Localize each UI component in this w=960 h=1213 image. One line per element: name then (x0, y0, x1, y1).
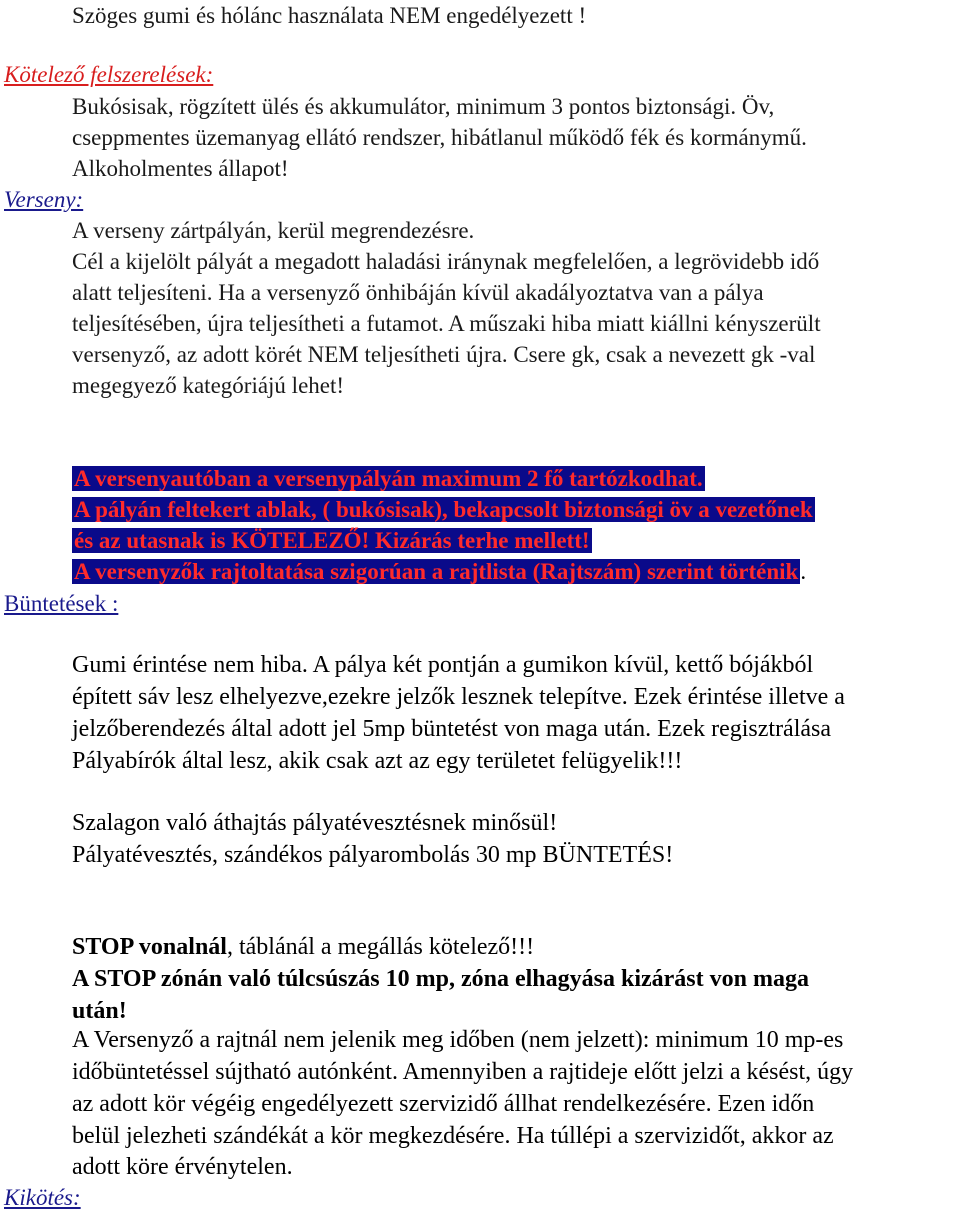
equipment-line-1: Bukósisak, rögzített ülés és akkumulátor, minimum 3 pontos biztonsági. Öv, (72, 94, 775, 119)
highlight-line-1 (72, 463, 705, 494)
race-line-1: A verseny zártpályán, kerül megrendezésre. (72, 218, 475, 243)
race-heading: Verseny: (4, 187, 84, 212)
highlight-line-2 (72, 494, 815, 525)
race-line-4: teljesítésében, újra teljesítheti a futamot. A műszaki hiba miatt kiállni kényszerült (72, 311, 821, 336)
stop-line (72, 932, 534, 963)
highlight-text-2: A pályán feltekert ablak, ( bukósisak), bekapcsolt biztonsági öv a vezetőnek (74, 497, 813, 522)
equipment-heading: Kötelező felszerelések: (4, 62, 214, 87)
highlight-text-4: A versenyzők rajtoltatása szigorúan a rajtlista (Rajtszám) szerint történik (74, 559, 799, 584)
penalty-p2-line-1: Szalagon való áthajtás pályatévesztésnek minősül! (72, 810, 558, 836)
penalties-heading: Büntetések : (4, 591, 119, 616)
race-line-2: Cél a kijelölt pályát a megadott haladási iránynak megfelelően, a legrövidebb idő (72, 249, 820, 274)
penalty-p2-line-2: Pályatévesztés, szándékos pályarombolás 30 mp BÜNTETÉS! (72, 842, 674, 868)
highlight-tail: . (800, 559, 807, 584)
penalty-p1-line-1: Gumi érintése nem hiba. A pálya két pontján a gumikon kívül, kettő bójákból (72, 652, 814, 678)
stop-rest: , táblánál a megállás kötelező!!! (226, 934, 535, 960)
race-line-5: versenyző, az adott körét NEM teljesítheti újra. Csere gk, csak a nevezett gk -val (72, 342, 816, 367)
intro-line: Szöges gumi és hólánc használata NEM engedélyezett ! (72, 3, 587, 28)
penalty-p3-line-5: adott köre érvénytelen. (72, 1154, 293, 1180)
terms-heading: Kikötés: (4, 1185, 81, 1210)
penalty-p3-line-4: belül jelezheti szándékát a kör megkezdésére. Ha túllépi a szervizidőt, akkor az (72, 1123, 834, 1149)
penalty-p3-line-3: az adott kör végéig engedélyezett szervizidő állhat rendelkezésére. Ezen időn (72, 1091, 815, 1117)
stop-bold: STOP vonalnál (72, 934, 227, 960)
penalty-p1-line-4: Pályabírók által lesz, akik csak azt az egy területet felügyelik!!! (72, 748, 683, 774)
penalty-p3-line-1: A Versenyző a rajtnál nem jelenik meg időben (nem jelzett): minimum 10 mp-es (72, 1027, 844, 1053)
penalty-p1-line-3: jelzőberendezés által adott jel 5mp büntetést von maga után. Ezek regisztrálása (72, 716, 832, 742)
penalty-p1-line-2: épített sáv lesz elhelyezve,ezekre jelzők lesznek telepítve. Ezek érintése illetve a (72, 684, 845, 710)
highlight-line-4 (72, 556, 806, 587)
stop-zone-line-2: után! (72, 998, 127, 1024)
equipment-line-3: Alkoholmentes állapot! (72, 156, 289, 181)
race-line-6: megegyező kategóriájú lehet! (72, 373, 345, 398)
highlight-text-3: és az utasnak is KÖTELEZŐ! Kizárás terhe mellett! (74, 528, 590, 553)
highlight-text-1: A versenyautóban a versenypályán maximum 2 fő tartózkodhat. (74, 466, 703, 491)
stop-zone-line-1: A STOP zónán való túlcsúszás 10 mp, zóna elhagyása kizárást von maga (72, 966, 809, 992)
race-line-3: alatt teljesíteni. Ha a versenyző önhibáján kívül akadályoztatva van a pálya (72, 280, 764, 305)
penalty-p3-line-2: időbüntetéssel sújtható autónként. Amennyiben a rajtideje előtt jelzi a késést, úgy (72, 1059, 854, 1085)
highlight-line-3 (72, 525, 592, 556)
equipment-line-2: cseppmentes üzemanyag ellátó rendszer, hibátlanul működő fék és kormánymű. (72, 125, 807, 150)
